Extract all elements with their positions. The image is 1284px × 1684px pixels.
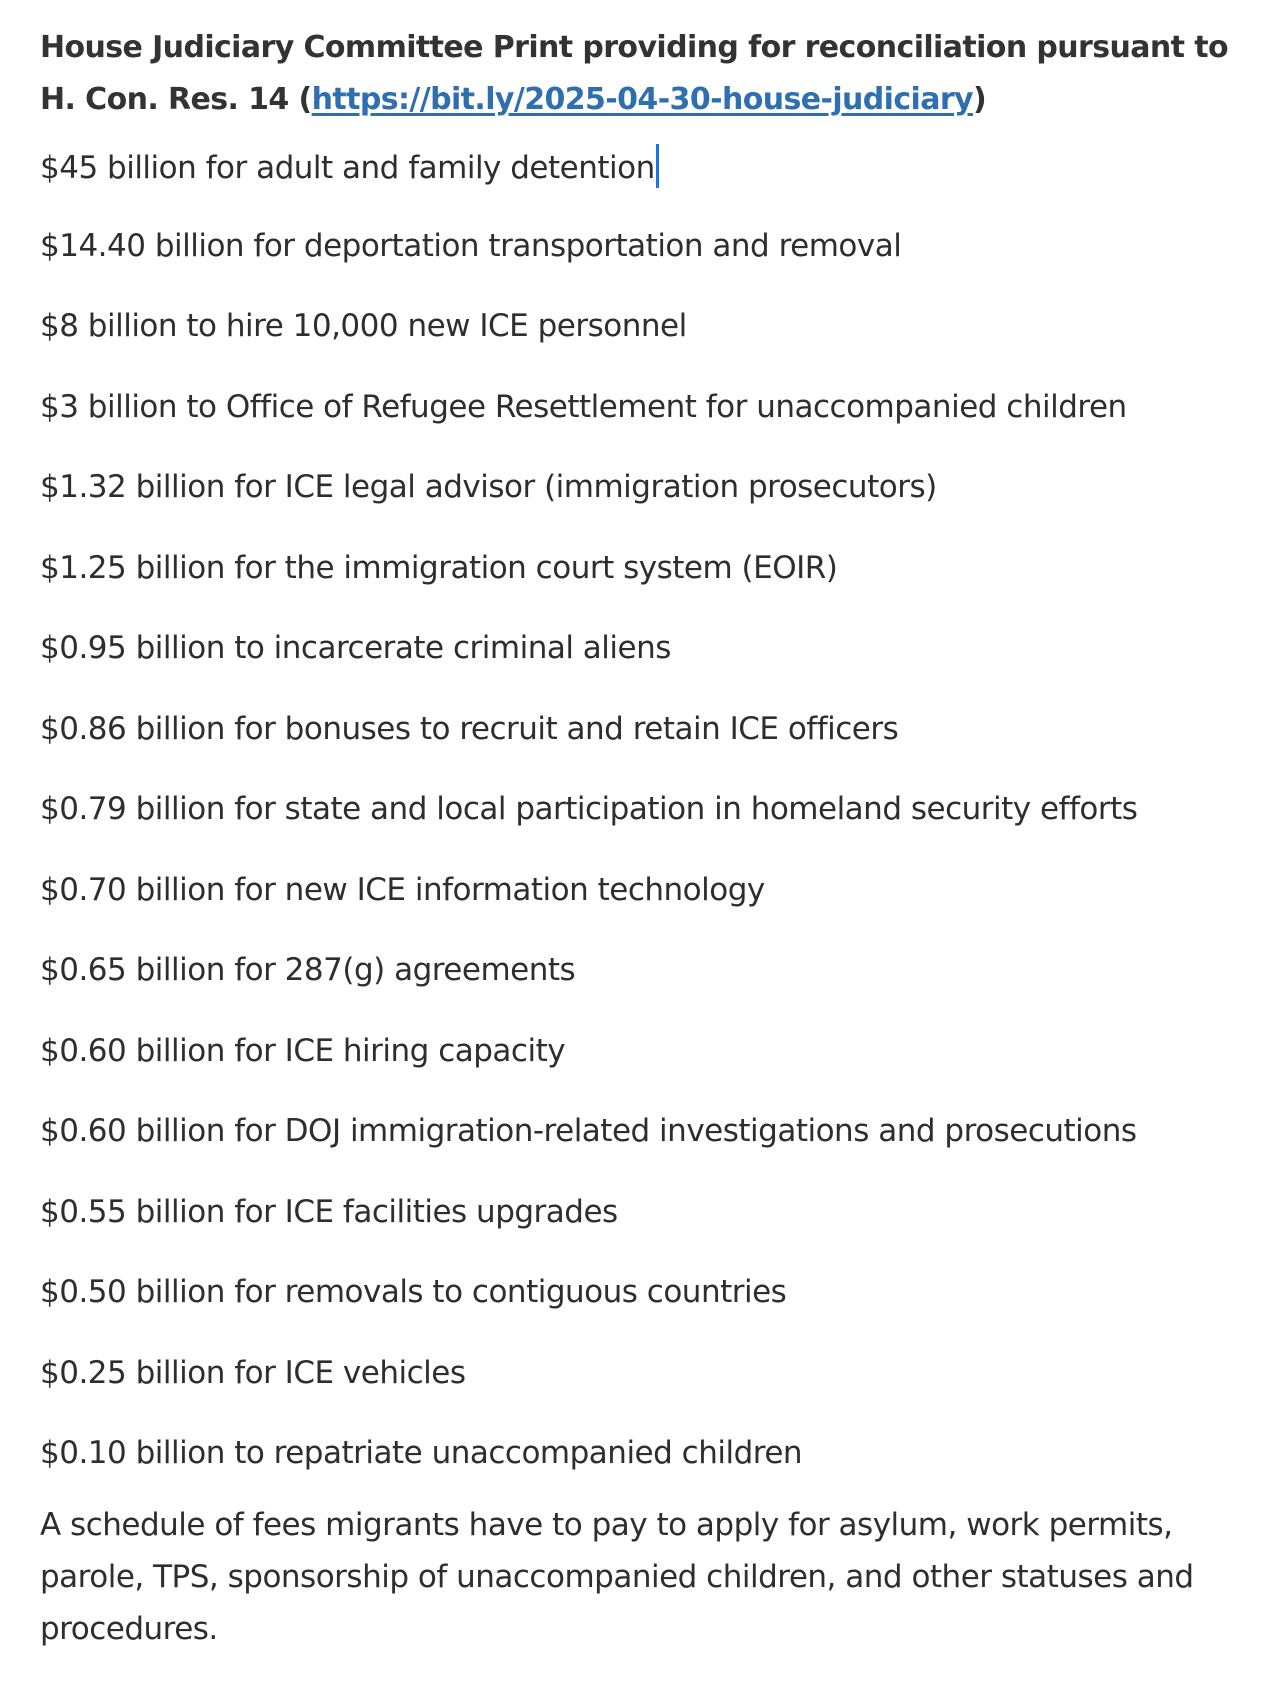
funding-item[interactable]: $8 billion to hire 10,000 new ICE personnel — [40, 308, 687, 344]
text-cursor — [656, 144, 659, 188]
heading-line-2 — [40, 74, 1276, 126]
funding-item[interactable]: $3 billion to Office of Refugee Resettlement for unaccompanied children — [40, 388, 1127, 425]
funding-item[interactable]: $14.40 billion for deportation transportation and removal — [40, 227, 902, 264]
funding-item[interactable]: $0.10 billion to repatriate unaccompanied children — [40, 1435, 803, 1471]
funding-item[interactable]: $1.25 billion for the immigration court system (EOIR) — [40, 549, 838, 586]
funding-item[interactable] — [40, 144, 1276, 225]
heading-line-1: House Judiciary Committee Print providing for reconciliation pursuant to — [40, 30, 1229, 65]
funding-item[interactable]: $0.25 billion for ICE vehicles — [40, 1354, 466, 1391]
funding-item[interactable]: $0.79 billion for state and local participation in homeland security efforts — [40, 791, 1138, 827]
funding-item[interactable]: $0.60 billion for ICE hiring capacity — [40, 1032, 566, 1069]
funding-item[interactable]: $0.55 billion for ICE facilities upgrades — [40, 1193, 618, 1230]
heading-line-2-suffix: ) — [972, 82, 987, 117]
fees-paragraph[interactable]: A schedule of fees migrants have to pay to apply for asylum, work permits, parole, TPS, sponsorship of unaccompanied children, and other statuses and procedures. — [40, 1506, 1194, 1647]
source-link[interactable]: https://bit.ly/2025-04-30-house-judiciary — [311, 82, 973, 117]
funding-item[interactable]: $0.50 billion for removals to contiguous countries — [40, 1274, 787, 1310]
funding-item[interactable]: $1.32 billion for ICE legal advisor (immigration prosecutors) — [40, 469, 937, 505]
heading-line-2-prefix: H. Con. Res. 14 ( — [40, 82, 312, 117]
funding-item[interactable]: $0.65 billion for 287(g) agreements — [40, 952, 576, 988]
document-heading — [40, 22, 1276, 126]
funding-item[interactable]: $0.95 billion to incarcerate criminal aliens — [40, 630, 671, 666]
document-body — [40, 22, 1276, 1655]
funding-item[interactable]: $0.60 billion for DOJ immigration-related investigations and prosecutions — [40, 1113, 1137, 1149]
funding-item[interactable]: $0.70 billion for new ICE information technology — [40, 871, 765, 908]
funding-list — [40, 144, 1276, 1513]
funding-item-text: $45 billion for adult and family detention — [40, 150, 655, 186]
funding-item[interactable]: $0.86 billion for bonuses to recruit and retain ICE officers — [40, 710, 899, 747]
